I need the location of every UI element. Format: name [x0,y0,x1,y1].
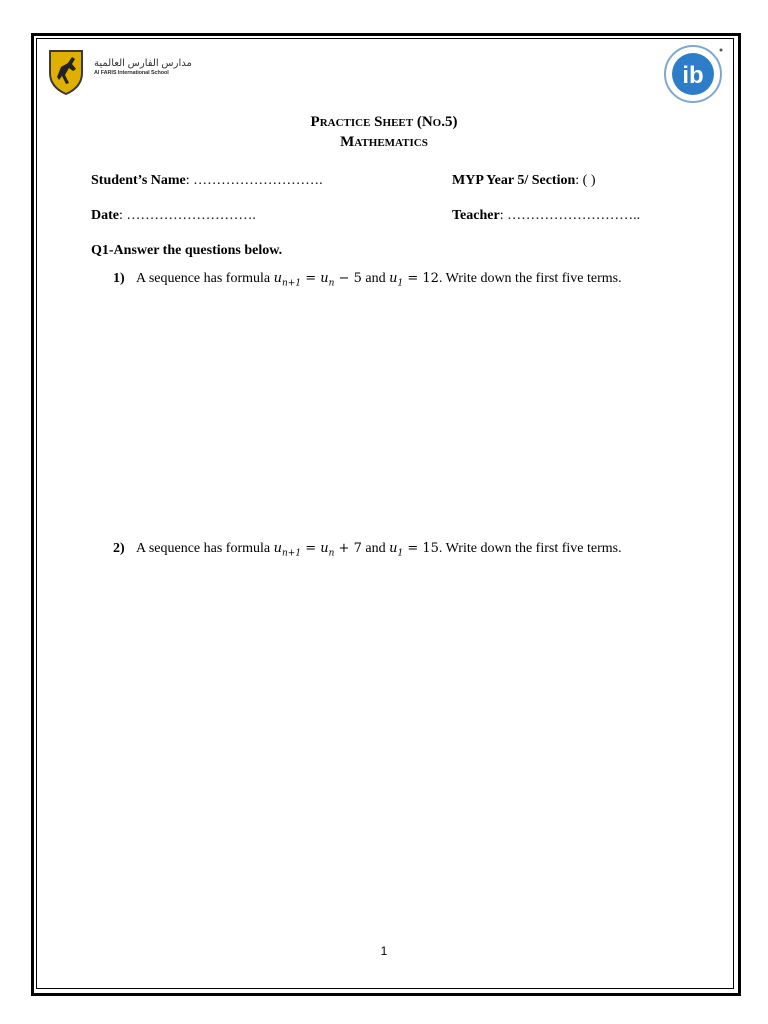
question-text: A sequence has formula [136,541,274,556]
question-2: 2) A sequence has formula $u_{n+1} = u_n + 7$ and $u_1 = 15$. Write down the first five terms. [113,541,622,559]
page-number: 1 [380,944,388,958]
student-name-label: Student’s Name [91,173,186,188]
teacher-field [452,208,640,224]
svg-text:ib: ib [682,62,704,89]
question-1: 1) A sequence has formula $u_{n+1} = u_n - 5$ and $u_1 = 12$. Write down the first five terms. [113,271,622,289]
date-label: Date [91,208,119,223]
recurrence-formula: $u_{n+1} = u_n - 5$ [273,271,362,289]
date-field [91,208,256,224]
date-blank: : ………………………. [119,208,256,223]
sheet-title: Practice Sheet (No.5) [310,114,458,130]
myp-section-label: MYP Year 5/ Section [452,173,576,188]
ib-world-school-logo-icon [662,43,724,105]
initial-term: $u_1 = 12$ [389,271,439,289]
school-name-english: Al FARIS International School [94,70,169,76]
teacher-label: Teacher [452,208,500,223]
question-number: 1) [113,271,125,286]
section-heading: Q1-Answer the questions below. [91,243,283,258]
student-name-field [91,173,323,189]
teacher-blank: : ……………………….. [499,208,641,223]
question-text: A sequence has formula [136,271,274,286]
school-name [94,58,192,77]
question-number: 2) [113,541,125,556]
subject-title: Mathematics [340,134,428,150]
student-name-blank: : ………………………. [185,173,323,188]
school-name-arabic: مدارس الفارس العالمية [94,58,192,69]
myp-section-blank: : ( ) [575,173,596,188]
recurrence-formula: $u_{n+1} = u_n + 7$ [273,541,362,559]
initial-term: $u_1 = 15$ [389,541,439,559]
myp-section-field [452,173,595,189]
